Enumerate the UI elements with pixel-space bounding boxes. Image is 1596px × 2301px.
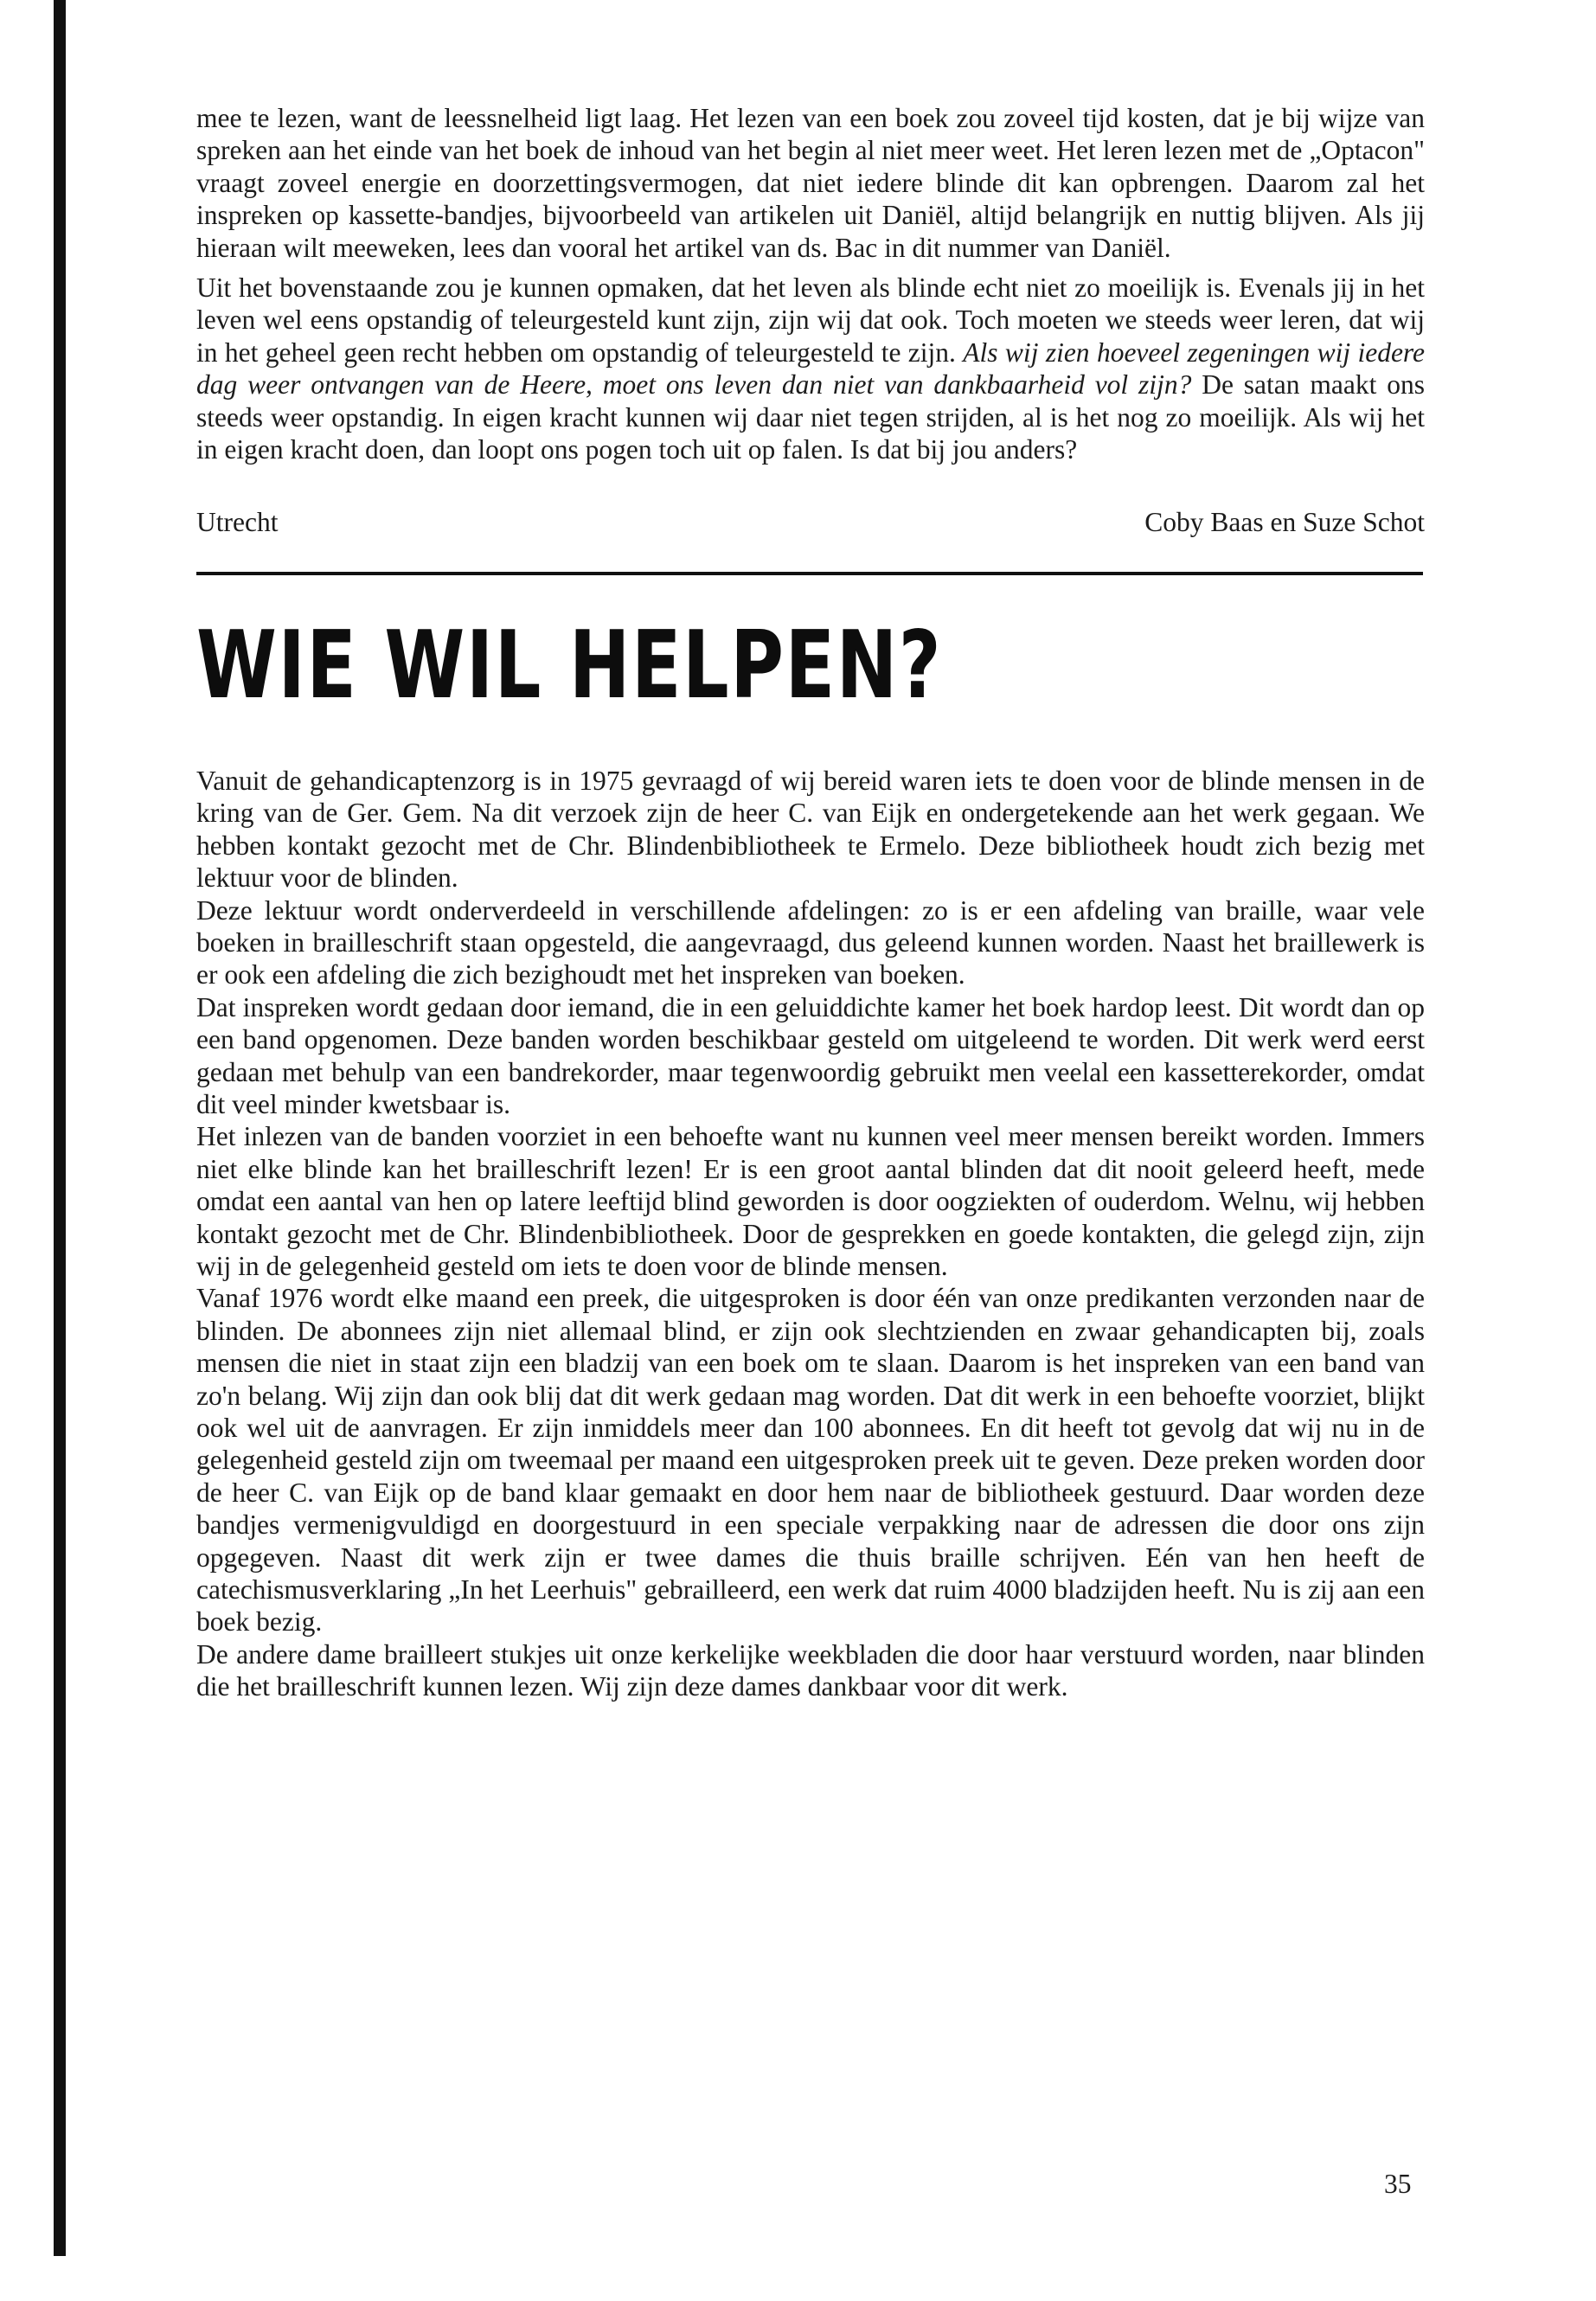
page-content — [196, 102, 1425, 1703]
continuation-paragraph-2-start: Uit het bovenstaande zou je kunnen opmaken, dat het leven als blinde echt niet zo moeilijk is. Evenals jij in het leven wel eens opstandig of teleurgesteld kunt zijn, zijn wij dat ook. Toch moeten we steeds weer leren, dat wij in het geheel geen recht hebben om opstandig of teleurgesteld te zijn. — [196, 272, 1425, 368]
article-paragraph-4: Het inlezen van de banden voorziet in een behoefte want nu kunnen veel meer mensen bereikt worden. Immers niet elke blinde kan het brailleschrift lezen! Er is een groot aantal blinden dat dit nooit geleerd heeft, mede omdat een aantal van hen op latere leeftijd blind geworden is door oogziekten of ouderdom. Welnu, wij hebben kontakt gezocht met de Chr. Blindenbibliotheek. Door de gesprekken en goede kontakten, die gelegd zijn, zijn wij in de gelegenheid gesteld om iets te doen voor de blinde mensen. — [196, 1121, 1425, 1281]
signature-authors: Coby Baas en Suze Schot — [1144, 507, 1425, 538]
article-paragraph-1: Vanuit de gehandicaptenzorg is in 1975 gevraagd of wij bereid waren iets te doen voor de blinde mensen in de kring van de Ger. Gem. Na dit verzoek zijn de heer C. van Eijk en ondergetekende aan het werk gegaan. We hebben kontakt gezocht met de Chr. Blindenbibliotheek te Ermelo. Deze bibliotheek houdt zich bezig met lektuur voor de blinden. — [196, 765, 1425, 894]
signature-place: Utrecht — [196, 507, 279, 538]
continuation-paragraph-1: mee te lezen, want de leessnelheid ligt laag. Het lezen van een boek zou zoveel tijd kosten, dat je bij wijze van spreken aan het einde van het boek de inhoud van het begin al niet meer weet. Het leren lezen met de „Optacon" vraagt zoveel energie en doorzettingsvermogen, dat niet iedere blinde dit kan opbrengen. Daarom zal het inspreken op kassette-bandjes, bijvoorbeeld van artikelen uit Daniël, altijd belangrijk en nuttig blijven. Als jij hieraan wilt meeweken, lees dan vooral het artikel van ds. Bac in dit nummer van Daniël. — [196, 103, 1425, 263]
article-body — [196, 765, 1425, 1703]
signature-line — [196, 506, 1425, 538]
article-headline: WIE WIL HELPEN? — [196, 611, 943, 720]
page-number: 35 — [1384, 2169, 1412, 2199]
article-paragraph-2: Deze lektuur wordt onderverdeeld in verschillende afdelingen: zo is er een afdeling van braille, waar vele boeken in brailleschrift staan opgesteld, die aangevraagd, dus geleend kunnen worden. Naast het braillewerk is er ook een afdeling die zich bezighoudt met het inspreken van boeken. — [196, 894, 1425, 990]
article-paragraph-3: Dat inspreken wordt gedaan door iemand, die in een geluiddichte kamer het boek hardop leest. Dit wordt dan op een band opgenomen. Deze banden worden beschikbaar gesteld om uitgeleend te worden. Dit werk werd eerst gedaan met behulp van een bandrekorder, maar tegenwoordig gebruikt men veelal een kassetterekorder, omdat dit veel minder kwetsbaar is. — [196, 991, 1425, 1119]
continuation-italic-sentence: Als wij zien hoeveel zegeningen wij iedere dag weer ontvangen van de Heere, moet ons leven dan niet van dankbaarheid vol zijn? — [196, 336, 1426, 401]
article-paragraph-5: Vanaf 1976 wordt elke maand een preek, die uitgesproken is door één van onze predikanten verzonden naar de blinden. De abonnees zijn niet allemaal blind, er zijn ook slechtzienden en zwaar gehandicapten bij, zoals mensen die niet in staat zijn een bladzij van een boek om te slaan. Daarom is het inspreken van een band van zo'n belang. Wij zijn dan ook blij dat dit werk gedaan mag worden. Dat dit werk in een behoefte voorziet, blijkt ook wel uit de aanvragen. Er zijn inmiddels meer dan 100 abonnees. En dit heeft tot gevolg dat wij nu in de gelegenheid gesteld zijn om tweemaal per maand een uitgesproken preek uit te geven. Deze preken worden door de heer C. van Eijk op de band klaar gemaakt en door hem naar de bibliotheek gestuurd. Daar worden deze bandjes vermenigvuldigd en doorgestuurd in een speciale verpakking naar de adressen die door ons zijn opgegeven. Naast dit werk zijn er twee dames die thuis braille schrijven. Eén van hen heeft de catechismusverklaring „In het Leerhuis" gebrailleerd, een werk dat ruim 4000 bladzijden heeft. Nu is zij aan een boek bezig. — [196, 1283, 1425, 1638]
section-divider — [196, 572, 1423, 575]
page-margin-bar — [54, 0, 66, 2256]
continuation-paragraph-2-end: De satan maakt ons steeds weer opstandig. In eigen kracht kunnen wij daar niet tegen strijden, al is het nog zo moeilijk. Als wij het in eigen kracht doen, dan loopt ons pogen toch uit op falen. Is dat bij jou anders? — [196, 369, 1425, 465]
continuation-paragraph-2 — [196, 272, 1425, 465]
article-paragraph-6: De andere dame brailleert stukjes uit onze kerkelijke weekbladen die door haar verstuurd worden, naar blinden die het brailleschrift kunnen lezen. Wij zijn deze dames dankbaar voor dit werk. — [196, 1638, 1425, 1702]
